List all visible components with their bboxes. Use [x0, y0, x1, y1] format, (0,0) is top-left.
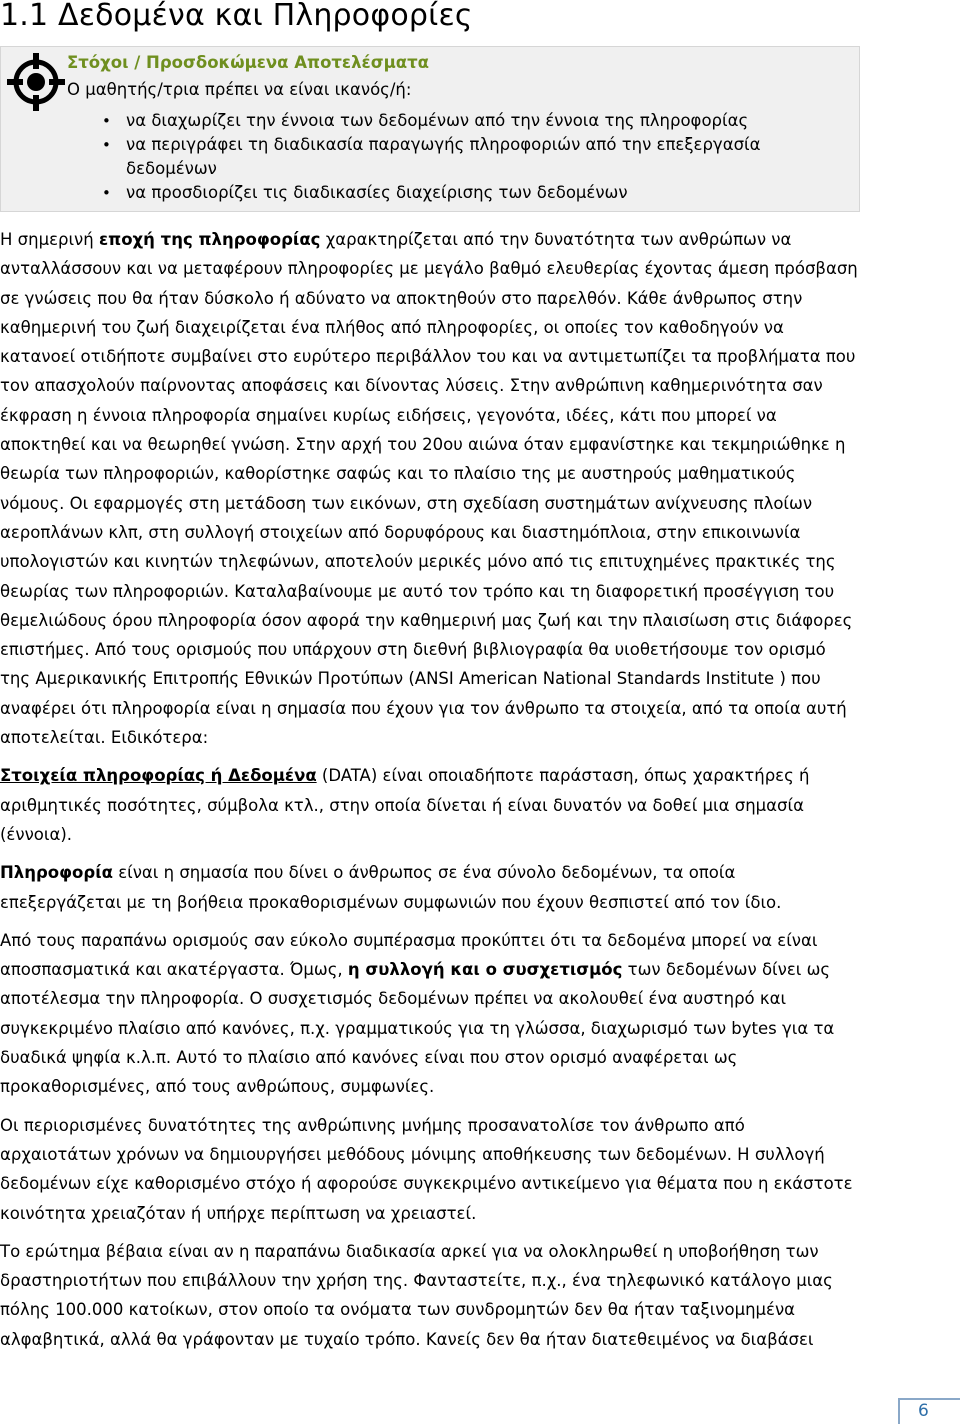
- paragraph-information-age: Η σημερινή εποχή της πληροφορίας χαρακτηρίζεται από την δυνατότητα των ανθρώπων να ανταλλάσσουν και να μεταφέρουν πληροφορίες με μεγάλο βαθμό ελευθερίας έχοντας άμεση πρόσβαση σε γνώσεις που θα ήταν δύσκολο ή αδύνατο να αποκτηθούν στο παρελθόν. Κάθε άνθρωπος στην καθημερινή του ζωή διαχειρίζεται ένα πλήθος από πληροφορίες, οι οποίες τον καθοδηγούν να κατανοεί οτιδήποτε συμβαίνει στο ευρύτερο περιβάλλον του και να αντιμετωπίζει τα προβλήματα που τον απασχολούν παίρνοντας αποφάσεις και δίνοντας λύσεις. Στην ανθρώπινη καθημερινότητα σαν έκφραση η έννοια πληροφορία σημαίνει κυρίως ειδήσεις, γεγονότα, ιδέες, κάτι που μπορεί να αποκτηθεί και να θεωρηθεί γνώση. Στην αρχή του 20ου αιώνα όταν εμφανίστηκε και τεκμηριώθηκε η θεωρία των πληροφοριών, καθορίστηκε σαφώς και το πλαίσιο της με αυστηρούς μαθηματικούς νόμους. Οι εφαρμογές στη μετάδοση των εικόνων, στη σχεδίαση συστημάτων ανίχνευσης πλοίων αεροπλάνων κλπ, στη συλλογή στοιχείων από δορυφόρους και διαστημόπλοια, στην επικοινωνία υπολογιστών και κινητών τηλεφώνων, αποτελούν μερικές μόνο από τις επιτυχημένες πρακτικές της θεωρίας των πληροφοριών. Καταλαβαίνουμε με αυτό τον τρόπο και τη διαφορετική προσέγγιση του θεμελιώδους όρου πληροφορία όσον αφορά την καθημερινή μας ζωή και την πλαισίωση στις διάφορες επιστήμες. Από τους ορισμούς που υπάρχουν στη διεθνή βιβλιογραφία θα υιοθετήσουμε τον ορισμό της Αμερικανικής Επιτροπής Εθνικών Προτύπων (ANSI American National Standards Institute ) που αναφέρει ότι πληροφορία είναι η σημασία που έχουν για τον άνθρωπο τα στοιχεία, από τα οποία αυτή αποτελείται. Ειδικότερα:: [0, 230, 858, 748]
- emphasis-information-age: εποχή της πληροφορίας: [98, 230, 321, 249]
- objectives-list: [102, 109, 816, 205]
- objective-item: • να διαχωρίζει την έννοια των δεδομένων από την έννοια της πληροφορίας: [126, 109, 816, 133]
- objective-item: • να περιγράφει τη διαδικασία παραγωγής πληροφοριών από την επεξεργασία δεδομένων: [102, 135, 761, 178]
- emphasis-correlation: η συλλογή και ο συσχετισμός: [347, 960, 623, 980]
- objectives-title: Στόχοι / Προσδοκώμενα Αποτελέσματα: [67, 53, 429, 72]
- term-data: Στοιχεία πληροφορίας ή Δεδομένα: [0, 766, 317, 786]
- objective-item: • να προσδιορίζει τις διαδικασίες διαχείρισης των δεδομένων: [126, 181, 816, 205]
- body-text: [0, 225, 860, 1354]
- paragraph-correlation: Από τους παραπάνω ορισμούς σαν εύκολο συμπέρασμα προκύπτει ότι τα δεδομένα μπορεί να είναι αποσπασματικά και ακατέργαστα. Όμως, η συλλογή και ο συσχετισμός των δεδομένων δίνει ως αποτέλεσμα την πληροφορία. Ο συσχετισμός δεδομένων πρέπει να ακολουθεί ένα αυστηρό και συγκεκριμένο πλαίσιο από κανόνες, π.χ. γραμματικούς για τη γλώσσα, διαχωρισμό των bytes για τα δυαδικά ψηφία κ.λ.π. Αυτό το πλαίσιο από κανόνες είναι που στον ορισμό αναφέρεται ως προκαθορισμένες, από τους ανθρώπους, συμφωνίες.: [0, 930, 835, 1097]
- target-crosshair-icon: [5, 51, 67, 113]
- footer-rule-vertical: [898, 1398, 900, 1424]
- term-information: Πληροφορία: [0, 863, 113, 883]
- paragraph-data-definition: Στοιχεία πληροφορίας ή Δεδομένα (DATA) είναι οποιαδήποτε παράσταση, όπως χαρακτήρες ή αριθμητικές ποσότητες, σύμβολα κτλ., στην οποία δίνεται ή είναι δυνατόν να δοθεί μια σημασία (έννοια).: [0, 766, 810, 844]
- bullet-icon: •: [102, 184, 111, 202]
- paragraph-memory: Οι περιορισμένες δυνατότητες της ανθρώπινης μνήμης προσανατολίσε τον άνθρωπο από αρχαιοτάτων χρόνων να δημιουργήσει μεθόδους μόνιμης αποθήκευσης των δεδομένων. Η συλλογή δεδομένων είχε καθορισμένο στόχο ή αφορούσε συγκεκριμένο αντικείμενο για θέματα που η εκάστοτε κοινότητα χρειαζόταν ή υπήρχε περίπτωση να χρειαστεί.: [0, 1115, 853, 1223]
- objectives-box: [0, 46, 860, 212]
- objectives-intro: Ο μαθητής/τρια πρέπει να είναι ικανός/ή:: [67, 80, 412, 99]
- footer-rule: [898, 1398, 960, 1400]
- paragraph-directory: Το ερώτημα βέβαια είναι αν η παραπάνω διαδικασία αρκεί για να ολοκληρωθεί η υποβοήθηση των δραστηριοτήτων που επιβάλλουν την χρήση της. Φανταστείτε, π.χ., ένα τηλεφωνικό κατάλογο μιας πόλης 100.000 κατοίκων, στον οποίο τα ονόματα των συνδρομητών δεν θα ήταν ταξινομημένα αλφαβητικά, αλλά θα γράφονταν με τυχαίο τρόπο. Κανείς δεν θα ήταν διατεθειμένος να διαβάσει: [0, 1241, 833, 1349]
- paragraph-information-definition: Πληροφορία είναι η σημασία που δίνει ο άνθρωπος σε ένα σύνολο δεδομένων, τα οποία επεξεργάζεται με τη βοήθεια προκαθορισμένων συμφωνιών που έχουν θεσπιστεί από τον ίδιο.: [0, 863, 782, 912]
- bullet-icon: •: [102, 112, 111, 130]
- bullet-icon: •: [102, 136, 111, 154]
- page-number: 6: [918, 1401, 929, 1421]
- section-heading: 1.1 Δεδομένα και Πληροφορίες: [0, 0, 473, 33]
